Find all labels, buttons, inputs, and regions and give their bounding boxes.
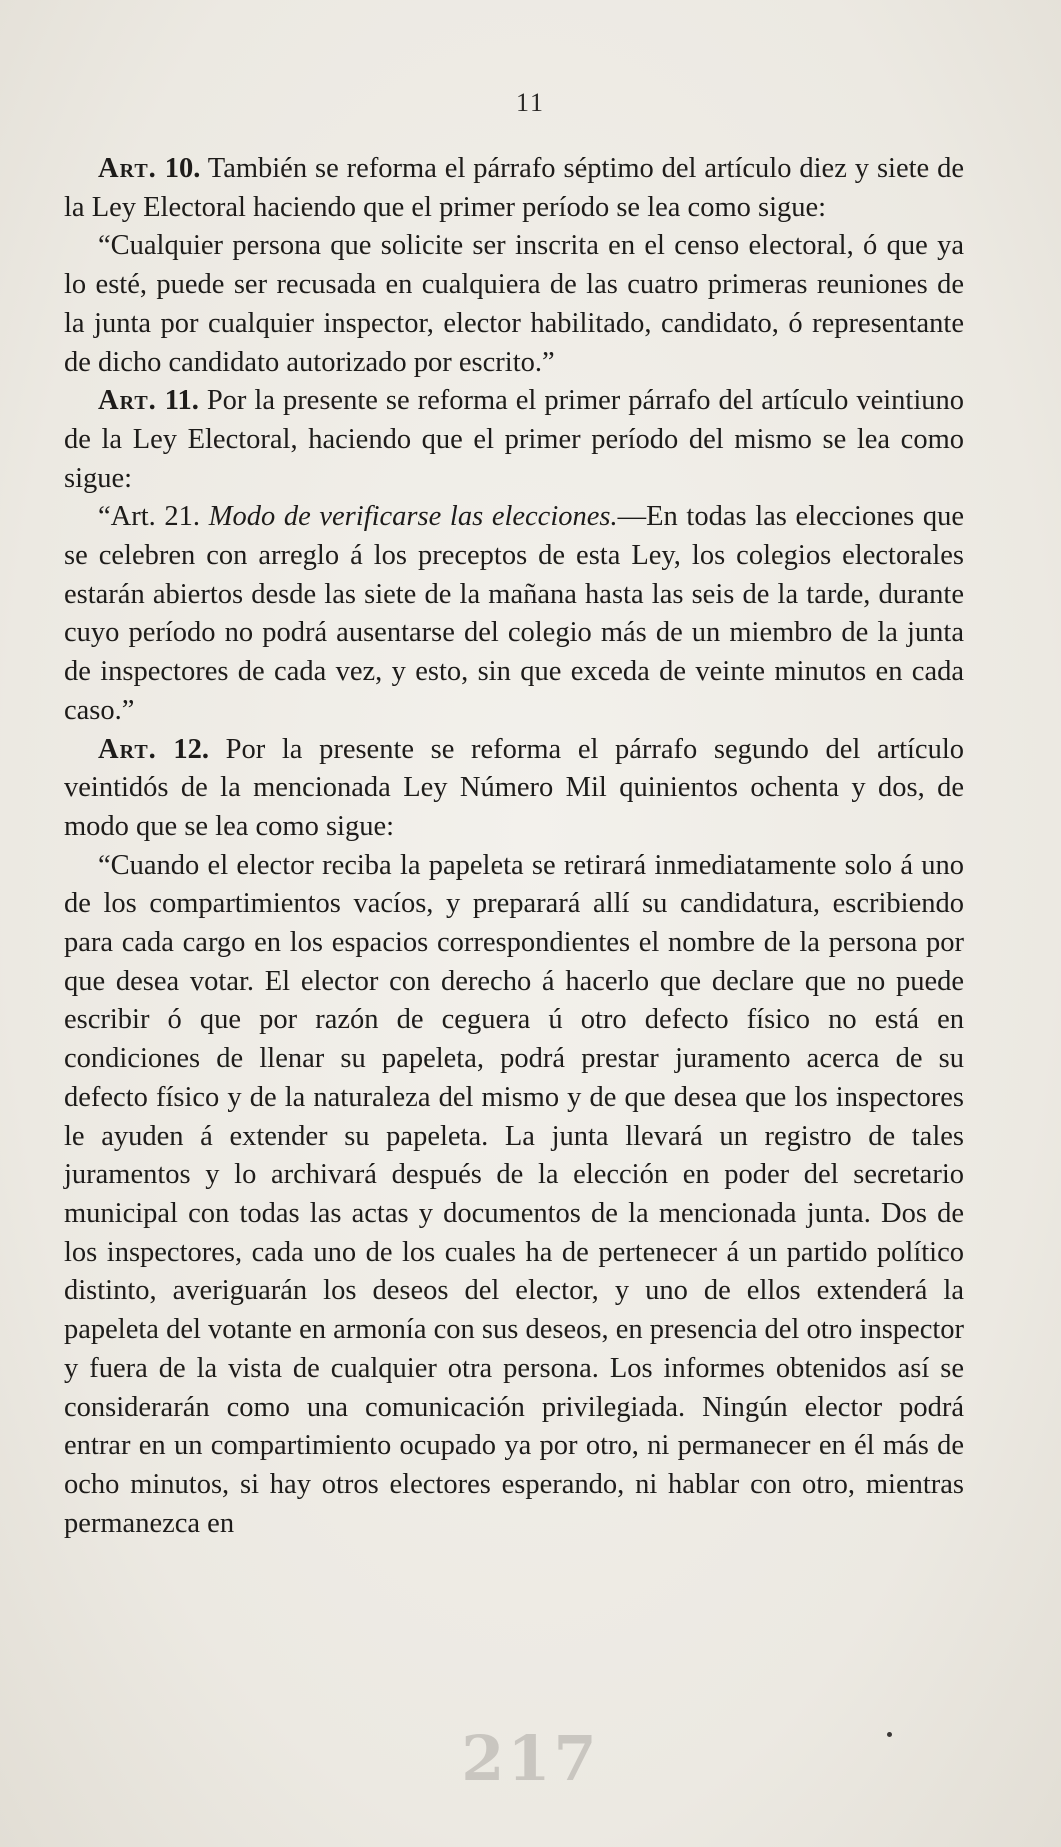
- paragraph-text: “Cualquier persona que solicite ser inscrita en el censo electoral, ó que ya lo esté, puede ser recusada en cualquiera de las cuatro primeras reuniones de la junta por cualquier inspector, elector habilitado, candidato, ó representante de dicho candidato autorizado por escrito.”: [64, 230, 964, 378]
- article-10-paragraph: [64, 150, 964, 227]
- article-label: Art.: [98, 733, 157, 765]
- page-number: 11: [515, 88, 546, 117]
- article-number: 12.: [173, 733, 210, 765]
- paragraph-text: “Cuando el elector reciba la papeleta se retirará inmediatamente solo á uno de los compartimientos vacíos, y preparará allí su candidatura, escribiendo para cada cargo en los espacios correspondientes el nombre de la persona por que desea votar. El elector con derecho á hacerlo que declare que no puede escribir ó que por razón de ceguera ú otro defecto físico no está en condiciones de llenar su papeleta, podrá prestar juramento acerca de su defecto físico y de la naturaleza del mismo y de que desea que los inspectores le ayuden á extender su papeleta. La junta llevará un registro de tales juramentos y lo archivará después de la elección en poder del secretario municipal con todas las actas y documentos de la mencionada junta. Dos de los inspectores, cada uno de los cuales ha de pertenecer á un partido político distinto, averiguarán los deseos del elector, y uno de ellos extenderá la papeleta del votante en armonía con sus deseos, en presencia del otro inspector y fuera de la vista de cualquier otra persona. Los informes obtenidos así se considerarán como una comunicación privilegiada. Ningún elector podrá entrar en un compartimiento ocupado ya por otro, ni permanecer en él más de ocho minutos, si hay otros electores esperando, ni hablar con otro, mientras permanezca en: [64, 849, 964, 1539]
- quoted-article-label: “Art. 21.: [98, 501, 201, 533]
- article-12-paragraph: [64, 731, 964, 847]
- paragraph-text: Por la presente se reforma el párrafo segundo del artículo veintidós de la mencionada Ley Número Mil quinientos ochenta y dos, de modo que se lea como sigue:: [64, 733, 964, 842]
- article-11-paragraph: [64, 382, 964, 498]
- article-number: 10.: [164, 153, 201, 184]
- ink-speck: [887, 1732, 892, 1737]
- paragraph-text: —En todas las elecciones que se celebren con arreglo á los preceptos de esta Ley, los colegios electorales estarán abiertos desde las siete de la mañana hasta las seis de la tarde, durante cuyo período no podrá ausentarse del colegio más de un miembro de la junta de inspectores de cada vez, y esto, sin que exceda de veinte minutos en cada caso.”: [64, 501, 965, 726]
- quoted-amendment-paragraph: [64, 227, 964, 382]
- article-label: Art.: [98, 385, 157, 417]
- article-label: Art.: [98, 153, 157, 184]
- article-heading: Modo de verificarse las elecciones.: [208, 501, 618, 533]
- stamp-page-number: 217: [461, 1722, 600, 1795]
- paragraph-text: Por la presente se reforma el primer párrafo del artículo veintiuno de la Ley Electoral, haciendo que el primer período del mismo se lea como sigue:: [64, 385, 964, 494]
- quoted-article-21-paragraph: [64, 498, 964, 730]
- body-text: [64, 150, 964, 1543]
- paragraph-text: También se reforma el párrafo séptimo del artículo diez y siete de la Ley Electoral haciendo que el primer período se lea como sigue:: [64, 153, 965, 223]
- article-number: 11.: [164, 385, 199, 417]
- quoted-amendment-paragraph-2: [64, 847, 964, 1544]
